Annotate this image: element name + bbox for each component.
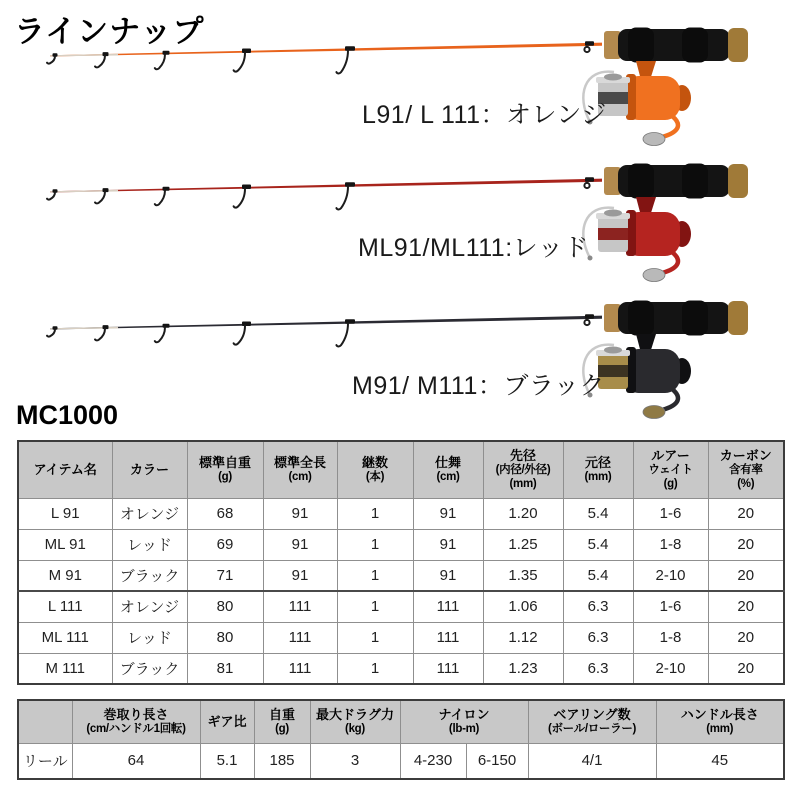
butt-cap xyxy=(728,164,748,198)
rod-spec-table xyxy=(17,440,785,685)
data-cell: 81 xyxy=(187,653,263,684)
spool-band xyxy=(598,228,628,240)
data-cell: 20 xyxy=(708,591,784,622)
data-cell: 68 xyxy=(187,498,263,529)
data-cell: 6-150 xyxy=(466,743,528,779)
page-title: ラインナップ xyxy=(14,14,205,49)
reel-handle-knob xyxy=(643,269,665,282)
header-cell: 仕舞 (cm) xyxy=(413,441,483,498)
data-cell: オレンジ xyxy=(112,591,187,622)
data-cell: M 91 xyxy=(18,560,112,591)
table-row xyxy=(18,743,784,779)
rod-blank xyxy=(50,179,602,193)
data-cell: 5.4 xyxy=(563,529,633,560)
header-cell: 元径 (mm) xyxy=(563,441,633,498)
header-cell: ハンドル長さ (mm) xyxy=(656,700,784,743)
data-cell: 111 xyxy=(413,622,483,653)
data-cell: 64 xyxy=(72,743,200,779)
data-cell: 111 xyxy=(263,622,337,653)
data-cell: 1-6 xyxy=(633,591,708,622)
table-row xyxy=(18,653,784,684)
rod-handle xyxy=(604,28,748,63)
row-label-cell: リール xyxy=(18,743,72,779)
rod-handle xyxy=(604,301,748,336)
data-cell: 1 xyxy=(337,560,413,591)
data-cell: 1 xyxy=(337,622,413,653)
data-cell: 80 xyxy=(187,622,263,653)
foam-ridge xyxy=(682,301,708,336)
data-cell: 4/1 xyxy=(528,743,656,779)
data-cell: 91 xyxy=(263,529,337,560)
data-cell: 69 xyxy=(187,529,263,560)
rod-figure-orange xyxy=(30,20,790,160)
header-cell: カラー xyxy=(112,441,187,498)
butt-cap xyxy=(728,28,748,62)
data-cell: 91 xyxy=(413,529,483,560)
data-cell: 1-6 xyxy=(633,498,708,529)
data-cell: L 111 xyxy=(18,591,112,622)
data-cell: 20 xyxy=(708,498,784,529)
rod-handle xyxy=(604,164,748,199)
foam-ridge xyxy=(628,164,654,199)
data-cell: 111 xyxy=(413,653,483,684)
header-cell: 最大ドラグ力 (kg) xyxy=(310,700,400,743)
header-cell: 標準全長 (cm) xyxy=(263,441,337,498)
foam-ridge xyxy=(628,301,654,336)
rod-blank xyxy=(50,316,602,330)
foam-ridge xyxy=(628,28,654,63)
rod-label-black: M91/ M111：ブラック xyxy=(352,372,605,400)
header-cell: 自重 (g) xyxy=(254,700,310,743)
drag-knob xyxy=(604,210,622,217)
data-cell: 91 xyxy=(263,498,337,529)
data-cell: 1-8 xyxy=(633,622,708,653)
header-cell: ギア比 xyxy=(200,700,254,743)
header-cell: カーボン 含有率 (%) xyxy=(708,441,784,498)
data-cell: ブラック xyxy=(112,653,187,684)
data-cell: 111 xyxy=(263,653,337,684)
data-cell: 1 xyxy=(337,591,413,622)
rod-figure-red xyxy=(30,156,790,296)
data-cell: M 111 xyxy=(18,653,112,684)
foam-ridge xyxy=(682,164,708,199)
data-cell: 20 xyxy=(708,622,784,653)
data-cell: ML 91 xyxy=(18,529,112,560)
data-cell: 91 xyxy=(413,498,483,529)
data-cell: 1.25 xyxy=(483,529,563,560)
data-cell: 80 xyxy=(187,591,263,622)
spinning-reel xyxy=(583,197,691,282)
table-row xyxy=(18,622,784,653)
header-cell: アイテム名 xyxy=(18,441,112,498)
data-cell: レッド xyxy=(112,529,187,560)
data-cell: 1.23 xyxy=(483,653,563,684)
reel-spec-table xyxy=(17,699,785,780)
data-cell: 1.12 xyxy=(483,622,563,653)
header-row xyxy=(18,700,784,743)
data-cell: 185 xyxy=(254,743,310,779)
drag-knob xyxy=(604,74,622,81)
data-cell: 111 xyxy=(413,591,483,622)
data-cell: 1.35 xyxy=(483,560,563,591)
data-cell: 1 xyxy=(337,529,413,560)
data-cell: 3 xyxy=(310,743,400,779)
data-cell: 20 xyxy=(708,529,784,560)
data-cell: 4-230 xyxy=(400,743,466,779)
data-cell: 6.3 xyxy=(563,653,633,684)
data-cell: 5.4 xyxy=(563,560,633,591)
data-cell: 2-10 xyxy=(633,653,708,684)
data-cell: 71 xyxy=(187,560,263,591)
header-cell: 先径 (内径/外径) (mm) xyxy=(483,441,563,498)
table-row xyxy=(18,529,784,560)
rod-figure-black xyxy=(30,293,790,433)
data-cell: 20 xyxy=(708,560,784,591)
data-cell: 6.3 xyxy=(563,622,633,653)
reel-handle-knob xyxy=(643,406,665,419)
data-cell: 1.06 xyxy=(483,591,563,622)
header-cell: 巻取り長さ (cm/ハンドル1回転) xyxy=(72,700,200,743)
data-cell: 1-8 xyxy=(633,529,708,560)
data-cell: 91 xyxy=(263,560,337,591)
data-cell: 45 xyxy=(656,743,784,779)
header-row xyxy=(18,441,784,498)
data-cell: 5.1 xyxy=(200,743,254,779)
data-cell: 1 xyxy=(337,498,413,529)
data-cell: 20 xyxy=(708,653,784,684)
data-cell: 91 xyxy=(413,560,483,591)
table-row xyxy=(18,560,784,591)
rod-label-orange: L91/ L 111：オレンジ xyxy=(362,101,607,129)
rod-label-red: ML91/ML111:レッド xyxy=(358,234,589,262)
header-cell-empty xyxy=(18,700,72,743)
drag-knob xyxy=(604,347,622,354)
data-cell: 1 xyxy=(337,653,413,684)
header-cell: 継数 (本) xyxy=(337,441,413,498)
butt-cap xyxy=(728,301,748,335)
model-heading: MC1000 xyxy=(16,400,119,430)
header-cell: ベアリング数 (ボール/ローラー) xyxy=(528,700,656,743)
data-cell: 111 xyxy=(263,591,337,622)
data-cell: ML 111 xyxy=(18,622,112,653)
data-cell: オレンジ xyxy=(112,498,187,529)
table-row xyxy=(18,591,784,622)
table-row xyxy=(18,498,784,529)
reel-handle-knob xyxy=(643,133,665,146)
rod-blank xyxy=(50,43,602,57)
data-cell: 1.20 xyxy=(483,498,563,529)
header-cell: ナイロン (lb-m) xyxy=(400,700,528,743)
data-cell: 6.3 xyxy=(563,591,633,622)
data-cell: L 91 xyxy=(18,498,112,529)
data-cell: 5.4 xyxy=(563,498,633,529)
data-cell: ブラック xyxy=(112,560,187,591)
header-cell: ルアー ウェイト (g) xyxy=(633,441,708,498)
data-cell: レッド xyxy=(112,622,187,653)
header-cell: 標準自重 (g) xyxy=(187,441,263,498)
data-cell: 2-10 xyxy=(633,560,708,591)
foam-ridge xyxy=(682,28,708,63)
